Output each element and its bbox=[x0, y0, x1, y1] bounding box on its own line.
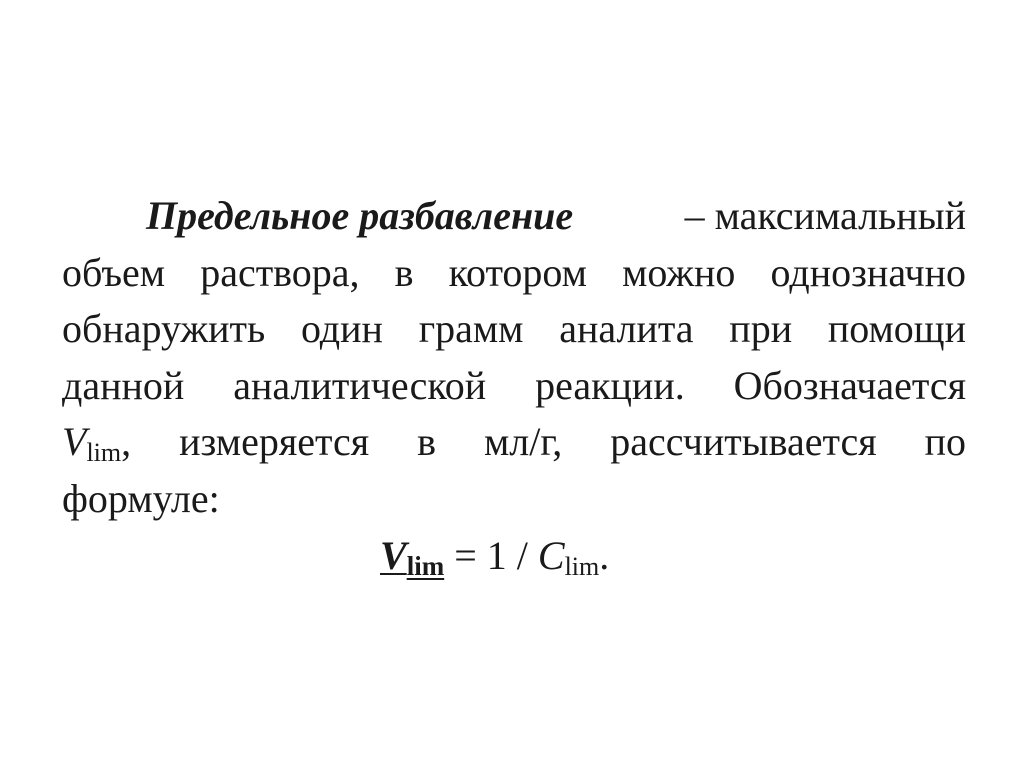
word: при bbox=[729, 306, 793, 351]
formula-divide: / bbox=[516, 533, 528, 578]
formula-rhs-symbol: C bbox=[537, 533, 565, 578]
symbol-v-lim bbox=[62, 414, 131, 471]
line-5 bbox=[62, 414, 966, 471]
word: в bbox=[417, 419, 436, 464]
word: обнаружить bbox=[62, 306, 266, 351]
defined-term: Предельное разбавление bbox=[146, 193, 574, 238]
formula-equals: = bbox=[454, 533, 477, 578]
word: аналита bbox=[559, 306, 694, 351]
word: реакции. bbox=[535, 362, 685, 408]
line-3 bbox=[62, 301, 966, 358]
formula-end: . bbox=[599, 533, 610, 578]
comma: , bbox=[121, 419, 132, 464]
subscript-lim: lim bbox=[86, 438, 122, 467]
word: один bbox=[300, 306, 383, 351]
line-1 bbox=[62, 188, 966, 245]
word: однозначно bbox=[770, 249, 966, 295]
word: помощи bbox=[827, 306, 966, 351]
word: котором bbox=[448, 249, 587, 295]
line-1-rest: – максимальный bbox=[684, 193, 966, 238]
word: аналитической bbox=[233, 362, 487, 408]
word: можно bbox=[622, 249, 736, 295]
word: мл/г, bbox=[483, 419, 563, 464]
word: раствора, bbox=[200, 249, 360, 295]
line-4 bbox=[62, 358, 966, 415]
formula-lhs-subscript: lim bbox=[406, 551, 445, 581]
word: измеряется bbox=[179, 419, 370, 464]
formula-rhs-subscript: lim bbox=[564, 552, 600, 581]
formula bbox=[380, 528, 609, 595]
word: данной bbox=[62, 362, 185, 408]
line-6 bbox=[62, 471, 966, 528]
formula-lhs-symbol: V bbox=[380, 533, 407, 578]
word: рассчитывается bbox=[610, 419, 877, 464]
word: объем bbox=[62, 249, 166, 295]
definition-paragraph bbox=[62, 188, 966, 527]
formula-numerator: 1 bbox=[486, 533, 507, 578]
line-2 bbox=[62, 245, 966, 302]
word: Обозначается bbox=[733, 362, 966, 408]
word: формуле: bbox=[62, 475, 220, 521]
word: в bbox=[394, 249, 414, 295]
word: по bbox=[924, 419, 966, 464]
word: грамм bbox=[418, 306, 524, 351]
symbol-v: V bbox=[62, 419, 87, 464]
